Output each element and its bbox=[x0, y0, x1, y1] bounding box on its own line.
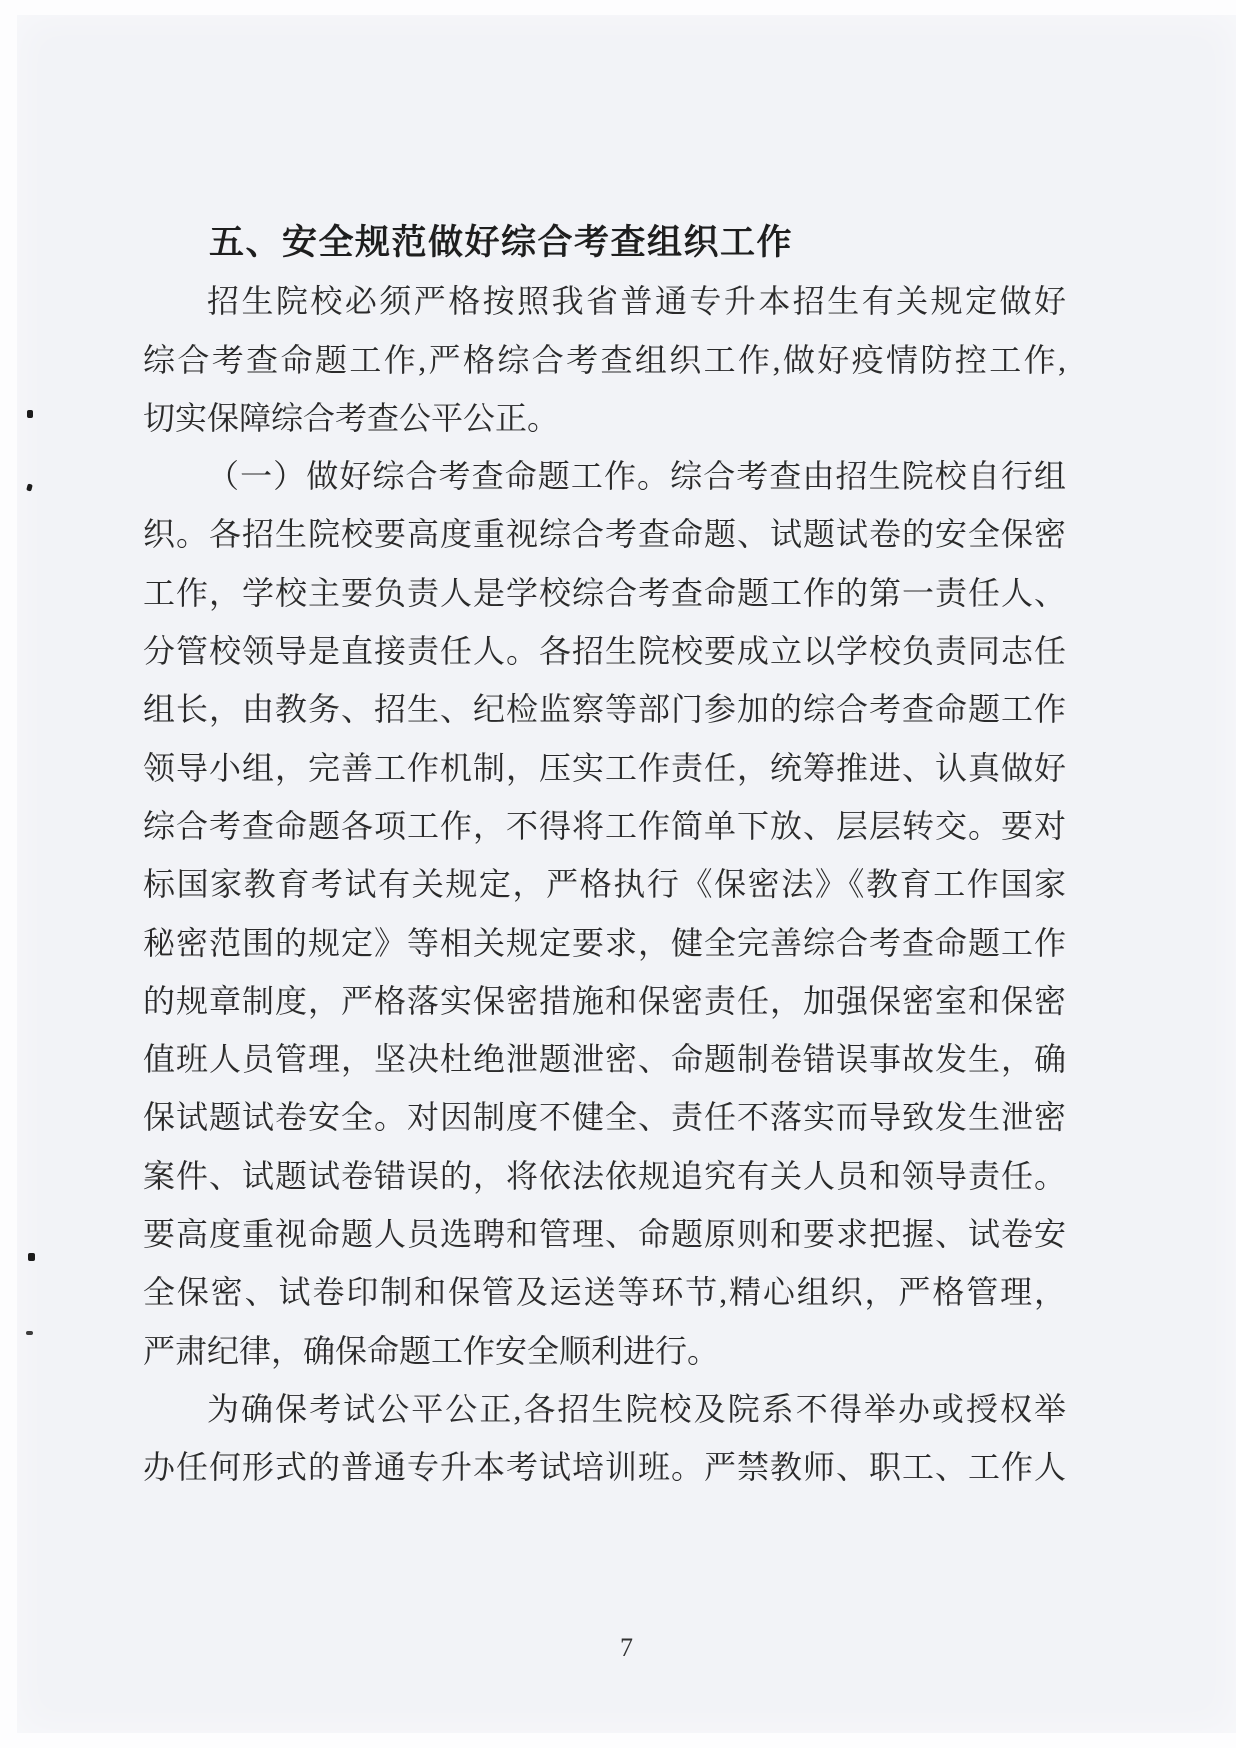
text-line: 分管校领导是直接责任人。各招生院校要成立以学校负责同志任 bbox=[143, 633, 1066, 670]
text-line: 招生院校必须严格按照我省普通专升本招生有关规定做好 bbox=[207, 283, 1066, 320]
text-line: 综合考查命题各项工作，不得将工作简单下放、层层转交。要对 bbox=[143, 807, 1066, 844]
margin-dot bbox=[27, 410, 33, 418]
text-line: 全保密、试卷印制和保管及运送等环节,精心组织，严格管理， bbox=[143, 1274, 1066, 1311]
text-line: 保试题试卷安全。对因制度不健全、责任不落实而导致发生泄密 bbox=[143, 1099, 1066, 1136]
document-body bbox=[143, 214, 1066, 1497]
text-line: 组长，由教务、招生、纪检监察等部门参加的综合考查命题工作 bbox=[143, 691, 1066, 728]
text-line: 为确保考试公平公正,各招生院校及院系不得举办或授权举 bbox=[207, 1390, 1066, 1427]
text-line: 切实保障综合考查公平公正。 bbox=[143, 399, 560, 436]
margin-dot bbox=[28, 1253, 35, 1261]
section-heading: 五、安全规范做好综合考查组织工作 bbox=[209, 223, 794, 262]
text-line: （一）做好综合考查命题工作。综合考查由招生院校自行组 bbox=[207, 458, 1066, 495]
text-line: 严肃纪律，确保命题工作安全顺利进行。 bbox=[143, 1332, 720, 1369]
text-line: 的规章制度，严格落实保密措施和保密责任，加强保密室和保密 bbox=[143, 982, 1066, 1019]
text-line: 标国家教育考试有关规定，严格执行《保密法》《教育工作国家 bbox=[143, 866, 1066, 903]
text-line: 织。各招生院校要高度重视综合考查命题、试题试卷的安全保密 bbox=[143, 516, 1066, 553]
text-line: 要高度重视命题人员选聘和管理、命题原则和要求把握、试卷安 bbox=[143, 1216, 1066, 1253]
text-line: 工作，学校主要负责人是学校综合考查命题工作的第一责任人、 bbox=[143, 574, 1066, 611]
text-line: 办任何形式的普通专升本考试培训班。严禁教师、职工、工作人 bbox=[143, 1449, 1066, 1486]
text-line: 领导小组，完善工作机制，压实工作责任，统筹推进、认真做好 bbox=[143, 749, 1066, 786]
text-line: 案件、试题试卷错误的，将依法依规追究有关人员和领导责任。 bbox=[143, 1157, 1066, 1194]
document-page bbox=[17, 15, 1236, 1733]
text-line: 值班人员管理，坚决杜绝泄题泄密、命题制卷错误事故发生，确 bbox=[143, 1041, 1066, 1078]
text-line: 综合考查命题工作,严格综合考查组织工作,做好疫情防控工作, bbox=[143, 341, 1066, 378]
page-number: 7 bbox=[620, 1633, 633, 1662]
text-line: 秘密范围的规定》等相关规定要求，健全完善综合考查命题工作 bbox=[143, 924, 1066, 961]
margin-dot bbox=[26, 1331, 33, 1335]
